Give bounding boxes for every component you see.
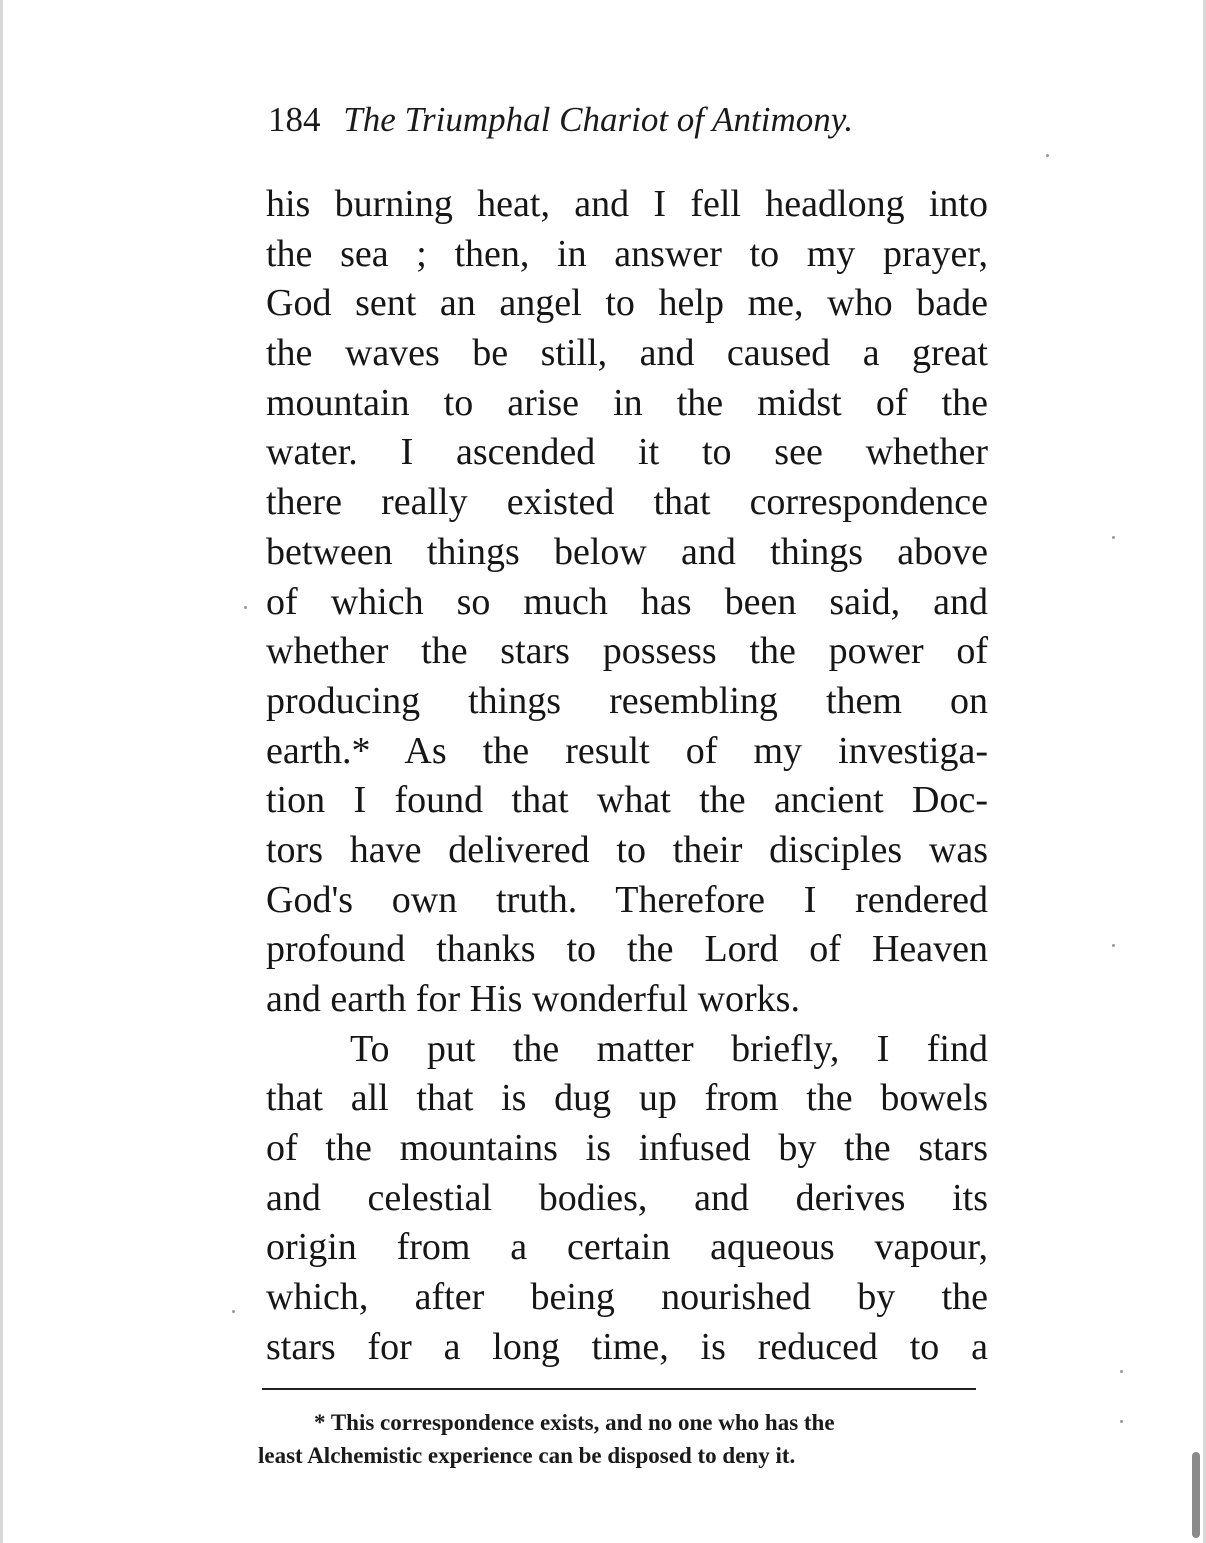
text-line: and earth for His wonderful works. [266,978,800,1020]
text-line: God sent an angel to help me, who bade [266,282,988,325]
text-line: mountain to arise in the midst of the [266,381,988,424]
text-line: whether the stars possess the power of [266,630,988,673]
page-border-left [0,0,3,1543]
text-line: God's own truth. Therefore I rendered [266,878,988,921]
text-line: of which so much has been said, and [266,580,988,623]
running-title: The Triumphal Chariot of Antimony. [343,100,854,139]
scan-speck [232,1310,235,1313]
running-head [268,100,988,140]
footnote-line: least Alchemistic experience can be disposed to deny it. [258,1443,796,1468]
text-line: between things below and things above [266,530,988,573]
text-line: stars for a long time, is reduced to a [266,1325,988,1368]
text-line: there really existed that correspondence [266,481,988,524]
scan-speck [1046,154,1049,157]
text-line: which, after being nourished by the [266,1276,988,1319]
scan-speck [1112,536,1115,539]
body-text [266,180,988,1373]
text-line: origin from a certain aqueous vapour, [266,1226,988,1269]
text-line: his burning heat, and I fell headlong into [266,183,988,225]
scrollbar-thumb[interactable] [1192,1452,1200,1538]
scan-speck [1120,1420,1123,1423]
text-line: that all that is dug up from the bowels [266,1077,988,1120]
text-line: profound thanks to the Lord of Heaven [266,928,988,971]
text-line: tion I found that what the ancient Doc- [266,779,988,822]
scan-speck [1112,944,1115,947]
text-line: the waves be still, and caused a great [266,332,988,375]
text-line: the sea ; then, in answer to my prayer, [266,232,988,275]
text-line: of the mountains is infused by the stars [266,1127,988,1170]
text-line: producing things resembling them on [266,679,988,722]
footnote [258,1406,986,1472]
text-line: tors have delivered to their disciples was [266,828,988,871]
footnote-rule [262,1388,976,1390]
text-line: water. I ascended it to see whether [266,431,988,474]
scan-speck [244,606,247,609]
page-number: 184 [268,100,321,139]
text-line: and celestial bodies, and derives its [266,1176,988,1219]
text-line: earth.* As the result of my investiga- [266,729,988,772]
scan-speck [1120,1370,1123,1373]
footnote-line: * This correspondence exists, and no one who has the [314,1410,835,1435]
text-line: To put the matter briefly, I find [350,1027,988,1070]
